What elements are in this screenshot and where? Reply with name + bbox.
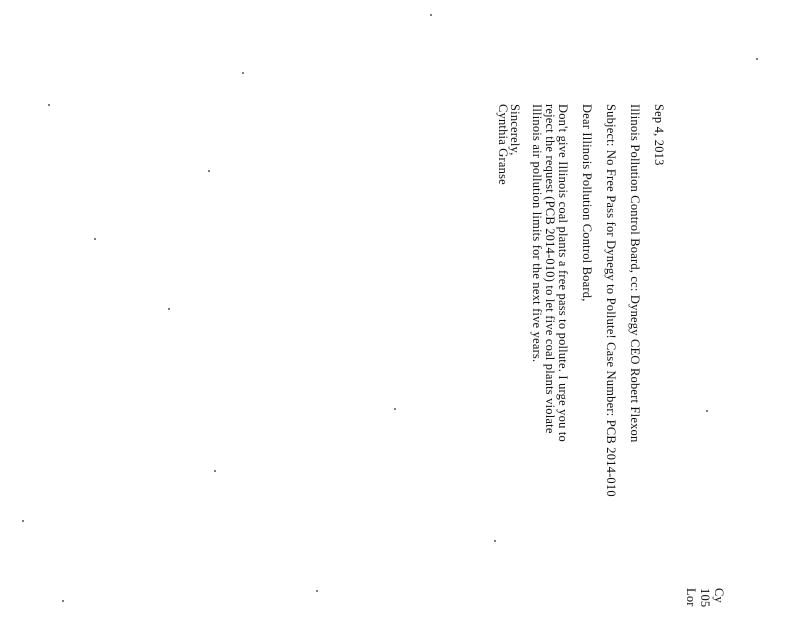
scan-speck — [394, 408, 396, 410]
scan-speck — [430, 14, 432, 16]
scan-speck — [48, 104, 50, 106]
address-line: Lor — [684, 588, 698, 607]
letter-closing: Sincerely, — [508, 104, 522, 156]
scan-speck — [242, 72, 244, 74]
letter-recipients: Illinois Pollution Control Board, cc: Dynegy CEO Robert Flexon — [628, 104, 642, 443]
scan-speck — [316, 590, 318, 592]
body-line: Don't give Illinois coal plants a free pass to pollute. I urge you to — [556, 104, 570, 442]
scan-speck — [494, 540, 496, 542]
letter-subject: Subject: No Free Pass for Dynegy to Pollute! Case Number: PCB 2014-010 — [604, 104, 618, 497]
body-line: reject the request (PCB 2014-010) to let five coal plants violate — [543, 104, 557, 434]
address-line: 105 — [698, 588, 712, 608]
scan-speck — [62, 600, 64, 602]
letter-date: Sep 4, 2013 — [652, 104, 666, 166]
scan-speck — [94, 238, 96, 240]
scan-speck — [208, 170, 210, 172]
scan-speck — [168, 308, 170, 310]
address-line: Cy — [712, 588, 726, 603]
body-line: Illinois air pollution limits for the next five years. — [530, 104, 544, 363]
scan-speck — [706, 410, 708, 412]
letter-signature: Cynthia Granse — [496, 104, 510, 185]
scan-speck — [756, 58, 758, 60]
scan-speck — [214, 470, 216, 472]
scan-speck — [22, 520, 24, 522]
letter-salutation: Dear Illinois Pollution Control Board, — [580, 104, 594, 302]
